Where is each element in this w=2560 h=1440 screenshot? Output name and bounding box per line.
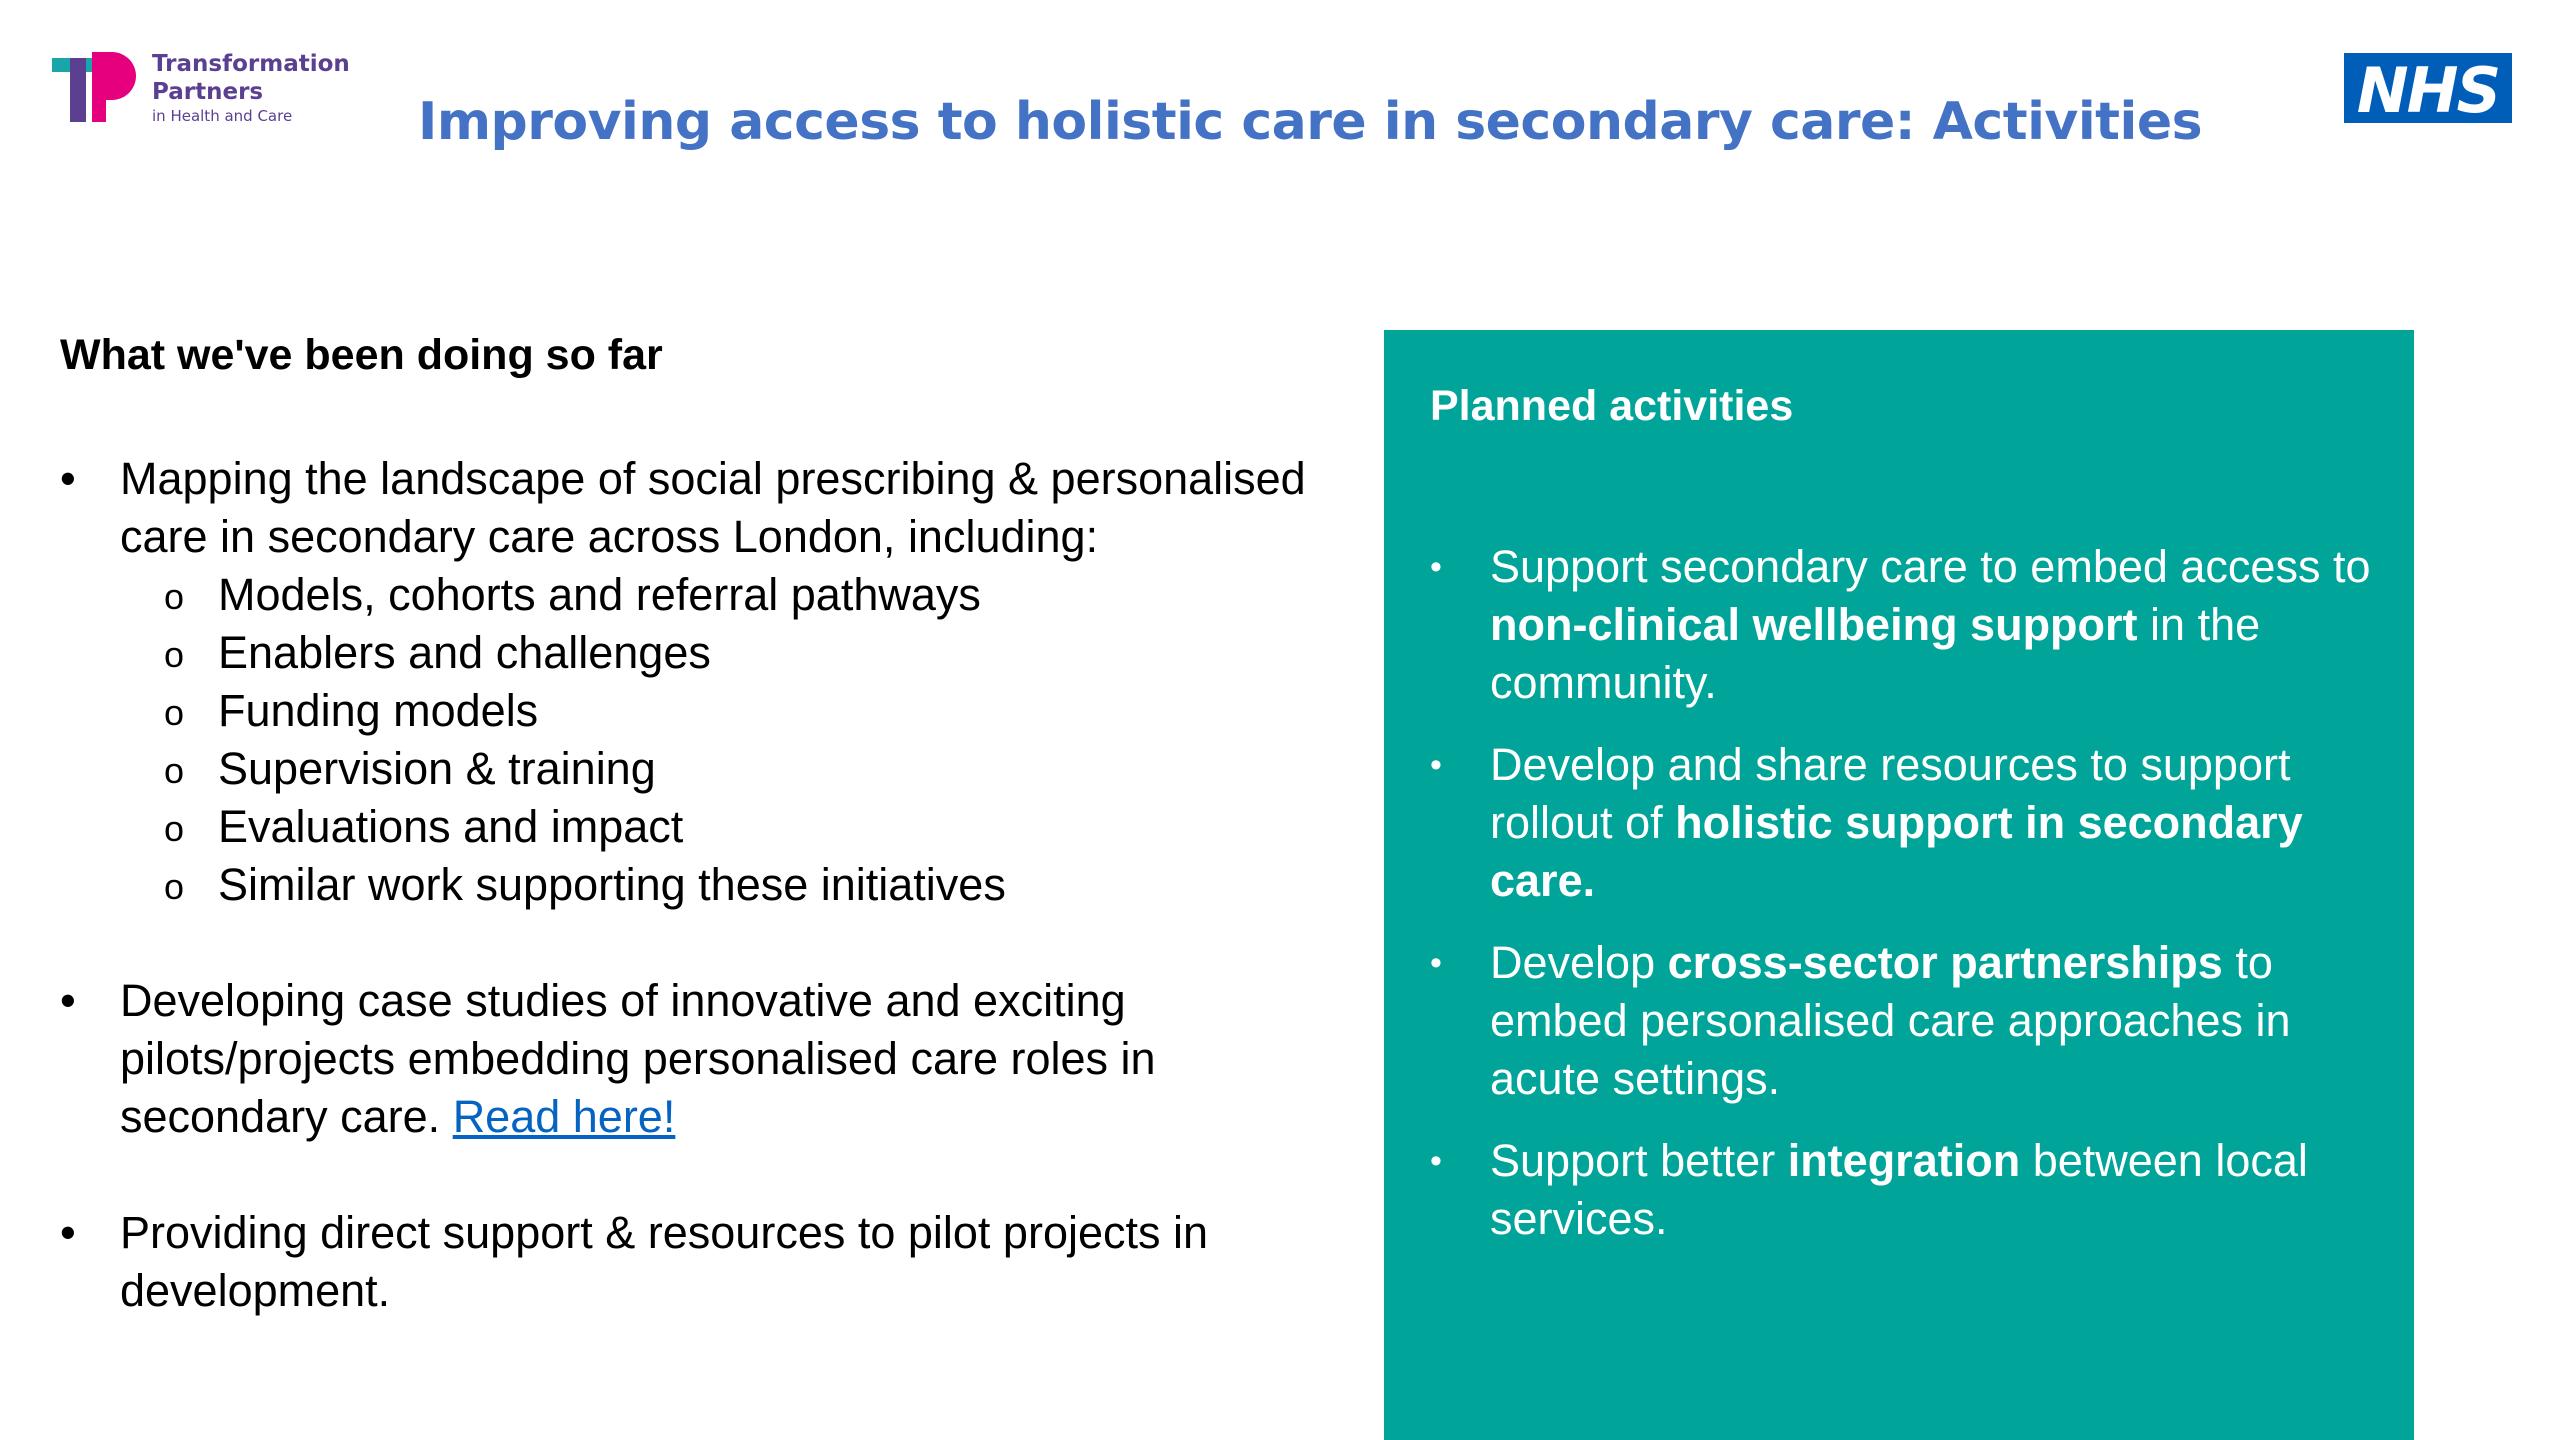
page-title: Improving access to holistic care in secondary care: Activities <box>418 92 2203 152</box>
item-text: Develop <box>1490 937 1668 988</box>
item-bold-text: non-clinical wellbeing support <box>1490 599 2138 650</box>
item-text: in the community. <box>1490 599 2261 708</box>
read-here-link[interactable]: Read here! <box>452 1091 676 1142</box>
panel-heading: Planned activities <box>1430 382 1794 430</box>
item-text: between local services. <box>1490 1135 2308 1244</box>
list-item <box>1430 538 2372 712</box>
item-text: to embed personalised care approaches in acute settings. <box>1490 937 2291 1104</box>
progress-heading: What we've been doing so far <box>60 331 663 379</box>
org-name-line2: Partners <box>152 79 264 105</box>
list-item <box>60 1204 1340 1320</box>
list-item <box>1430 934 2372 1108</box>
planned-activities-panel <box>1384 330 2414 1440</box>
item-bold-text: integration <box>1787 1135 2021 1186</box>
item-text: Develop and share resources to support rollout of <box>1490 739 2291 848</box>
list-item <box>1430 1132 2372 1248</box>
progress-section <box>60 320 1340 1378</box>
org-name-line1: Transformation <box>152 51 350 77</box>
list-item <box>60 972 1340 1146</box>
transformation-partners-logo <box>52 50 352 130</box>
planned-activities-list <box>1430 538 2372 1248</box>
sub-list-item: o Evaluations and impact <box>120 798 1340 856</box>
item-text: Support better <box>1490 1135 1788 1186</box>
bullet-text: Mapping the landscape of social prescribing & personalised care in secondary care across London, including: <box>120 453 1306 562</box>
list-item <box>60 450 1340 914</box>
org-name <box>152 50 350 126</box>
sub-list-item: o Supervision & training <box>120 740 1340 798</box>
tp-logo-icon <box>52 52 142 122</box>
sub-list-item: o Similar work supporting these initiatives <box>120 856 1340 914</box>
org-name-line3: in Health and Care <box>152 107 293 125</box>
progress-bullets <box>60 450 1340 1320</box>
sub-list <box>120 566 1340 914</box>
bullet-text: Developing case studies of innovative and exciting pilots/projects embedding personalised care roles in secondary care. <box>120 975 1156 1142</box>
bullet-text: Providing direct support & resources to pilot projects in development. <box>120 1207 1209 1316</box>
item-bold-text: cross-sector partnerships <box>1667 937 2223 988</box>
sub-list-item: o Models, cohorts and referral pathways <box>120 566 1340 624</box>
nhs-logo: NHS <box>2344 53 2512 123</box>
sub-list-item: o Enablers and challenges <box>120 624 1340 682</box>
list-item <box>1430 736 2372 910</box>
sub-list-item: o Funding models <box>120 682 1340 740</box>
item-bold-text: holistic support in secondary care. <box>1490 797 2303 906</box>
item-text: Support secondary care to embed access to <box>1490 541 2371 592</box>
